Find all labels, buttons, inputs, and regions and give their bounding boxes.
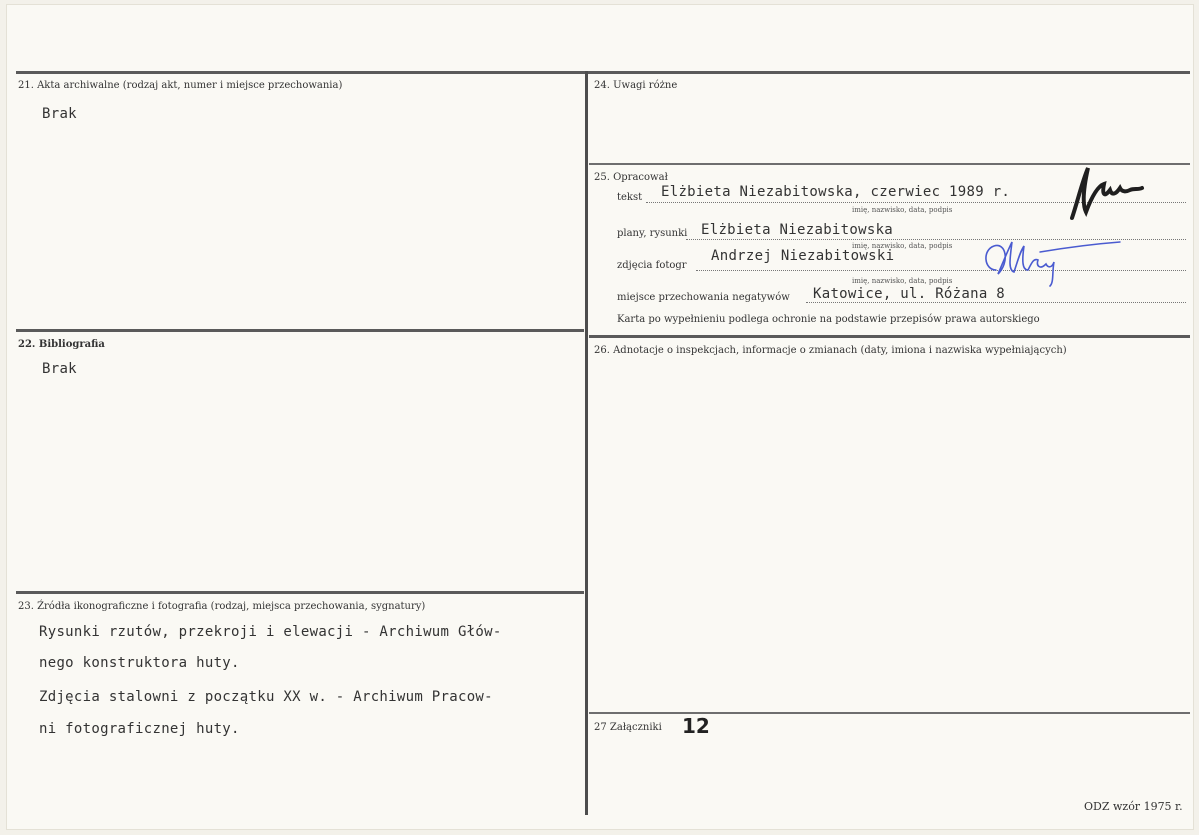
- section-22-value: Brak: [42, 361, 77, 377]
- signature-photographer: [974, 230, 1124, 288]
- tekst-label: tekst: [617, 192, 643, 203]
- rule-21-22: [16, 329, 584, 332]
- plany-label: plany, rysunki: [617, 228, 688, 239]
- section-24-label: 24. Uwagi różne: [594, 80, 678, 91]
- section-22-label: 22. Bibliografia: [18, 339, 105, 350]
- section-25-label: 25. Opracował: [594, 172, 668, 183]
- top-rule: [16, 71, 1190, 74]
- rule-25-26: [589, 335, 1190, 338]
- zdjecia-value: Andrzej Niezabitowski: [711, 248, 895, 264]
- miejsce-dotted-line: [806, 302, 1186, 303]
- section-21-value: Brak: [42, 106, 77, 122]
- section-23-line-1: Rysunki rzutów, przekroji i elewacji - Archiwum Głów-: [39, 624, 502, 640]
- center-divider: [585, 71, 588, 815]
- section-21-label: 21. Akta archiwalne (rodzaj akt, numer i miejsce przechowania): [18, 80, 343, 91]
- copyright-note: Karta po wypełnieniu podlega ochronie na podstawie przepisów prawa autorskiego: [617, 314, 1040, 325]
- section-23-line-4: ni fotograficznej huty.: [39, 721, 240, 737]
- rule-22-23: [16, 591, 584, 594]
- tekst-hint: imię, nazwisko, data, podpis: [852, 206, 953, 214]
- section-27-label: 27 Załączniki: [594, 722, 662, 733]
- plany-hint: imię, nazwisko, data, podpis: [852, 242, 953, 250]
- record-card: [6, 4, 1194, 830]
- miejsce-label: miejsce przechowania negatywów: [617, 292, 790, 303]
- zdjecia-label: zdjęcia fotogr: [617, 260, 687, 271]
- section-27-value: 12: [682, 714, 710, 738]
- section-23-line-3: Zdjęcia stalowni z początku XX w. - Archiwum Pracow-: [39, 689, 493, 705]
- section-23-line-2: nego konstruktora huty.: [39, 655, 240, 671]
- plany-value: Elżbieta Niezabitowska: [701, 222, 894, 238]
- rule-26-27: [589, 712, 1190, 714]
- tekst-value: Elżbieta Niezabitowska, czerwiec 1989 r.: [661, 184, 1011, 200]
- zdjecia-hint: imię, nazwisko, data, podpis: [852, 277, 953, 285]
- section-26-label: 26. Adnotacje o inspekcjach, informacje o zmianach (daty, imiona i nazwiska wypełniających): [594, 345, 1067, 356]
- signature-text-author: [1064, 160, 1154, 222]
- section-23-label: 23. Źródła ikonograficzne i fotografia (rodzaj, miejsca przechowania, sygnatury): [18, 601, 426, 612]
- miejsce-value: Katowice, ul. Różana 8: [813, 286, 1006, 302]
- form-id: ODZ wzór 1975 r.: [1084, 800, 1183, 813]
